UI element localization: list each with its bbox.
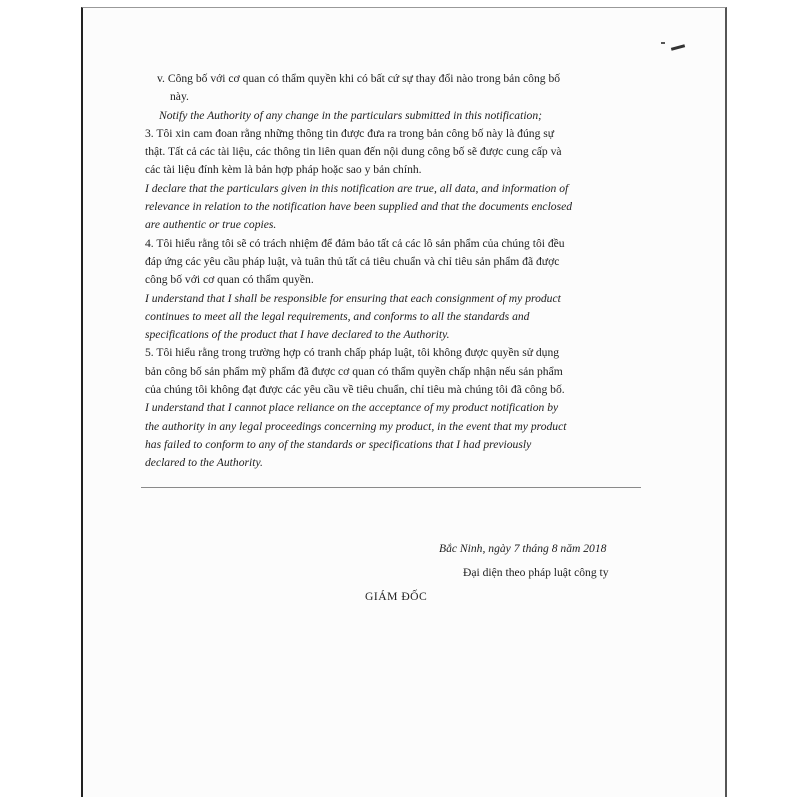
english-text-line: specifications of the product that I have declared to the Authority. [145,328,450,342]
english-text-line: I declare that the particulars given in this notification are true, all data, and information of [145,181,569,195]
vietnamese-text-line: các tài liệu đính kèm là bản hợp pháp hoặc sao y bản chính. [145,163,422,177]
vietnamese-text-line: 3. Tôi xin cam đoan rằng những thông tin được đưa ra trong bản công bố này là đúng sự [145,126,555,140]
vietnamese-text-line: này. [170,90,189,104]
english-text-line: I understand that I cannot place reliance on the acceptance of my product notification by [145,401,559,415]
vietnamese-text-line: đáp ứng các yêu cầu pháp luật, và tuân thủ tất cả tiêu chuẩn và chỉ tiêu sản phẩm đã được [145,254,560,268]
vietnamese-text-line: 5. Tôi hiểu rằng trong trường hợp có tranh chấp pháp luật, tôi không được quyền sử dụng [145,346,560,360]
english-text-line: I understand that I shall be responsible for ensuring that each consignment of my product [145,291,561,305]
english-text-line: declared to the Authority. [145,456,263,470]
english-text-line: has failed to conform to any of the standards or specifications that I had previously [145,437,532,451]
vietnamese-text-line: v. Công bố với cơ quan có thẩm quyền khi có bất cứ sự thay đổi nào trong bản công bố [157,72,561,85]
document-page [81,7,727,797]
english-text-line: the authority in any legal proceedings concerning my product, in the event that my product [145,419,567,433]
representative-title: Đại diện theo pháp luật công ty [463,566,609,579]
vietnamese-text-line: 4. Tôi hiểu rằng tôi sẽ có trách nhiệm để đảm bảo tất cả các lô sản phẩm của chúng tôi đều [145,236,565,250]
date-line: Bắc Ninh, ngày 7 tháng 8 năm 2018 [439,542,607,555]
english-text-line: are authentic or true copies. [145,218,277,232]
scan-mark [671,44,685,51]
english-text-line: Notify the Authority of any change in the particulars submitted in this notification; [159,108,542,122]
vietnamese-text-line: thật. Tất cả các tài liệu, các thông tin liên quan đến nội dung công bố sẽ được cung cấp và [145,145,562,159]
vietnamese-text-line: của chúng tôi không đạt được các yêu cầu về tiêu chuẩn, chỉ tiêu mà chúng tôi đã công bố. [145,383,565,397]
english-text-line: continues to meet all the legal requirements, and conforms to all the standards and [145,309,530,323]
vietnamese-text-line: công bố với cơ quan có thẩm quyền. [145,273,314,287]
separator-line [141,487,641,488]
vietnamese-text-line: bản công bố sản phẩm mỹ phẩm đã được cơ quan có thẩm quyền chấp nhận nếu sản phẩm [145,364,563,378]
scan-mark [661,42,665,44]
english-text-line: relevance in relation to the notification have been supplied and that the documents enclosed [145,200,573,214]
director-title: GIÁM ĐỐC [365,590,428,603]
document-body [145,70,685,488]
